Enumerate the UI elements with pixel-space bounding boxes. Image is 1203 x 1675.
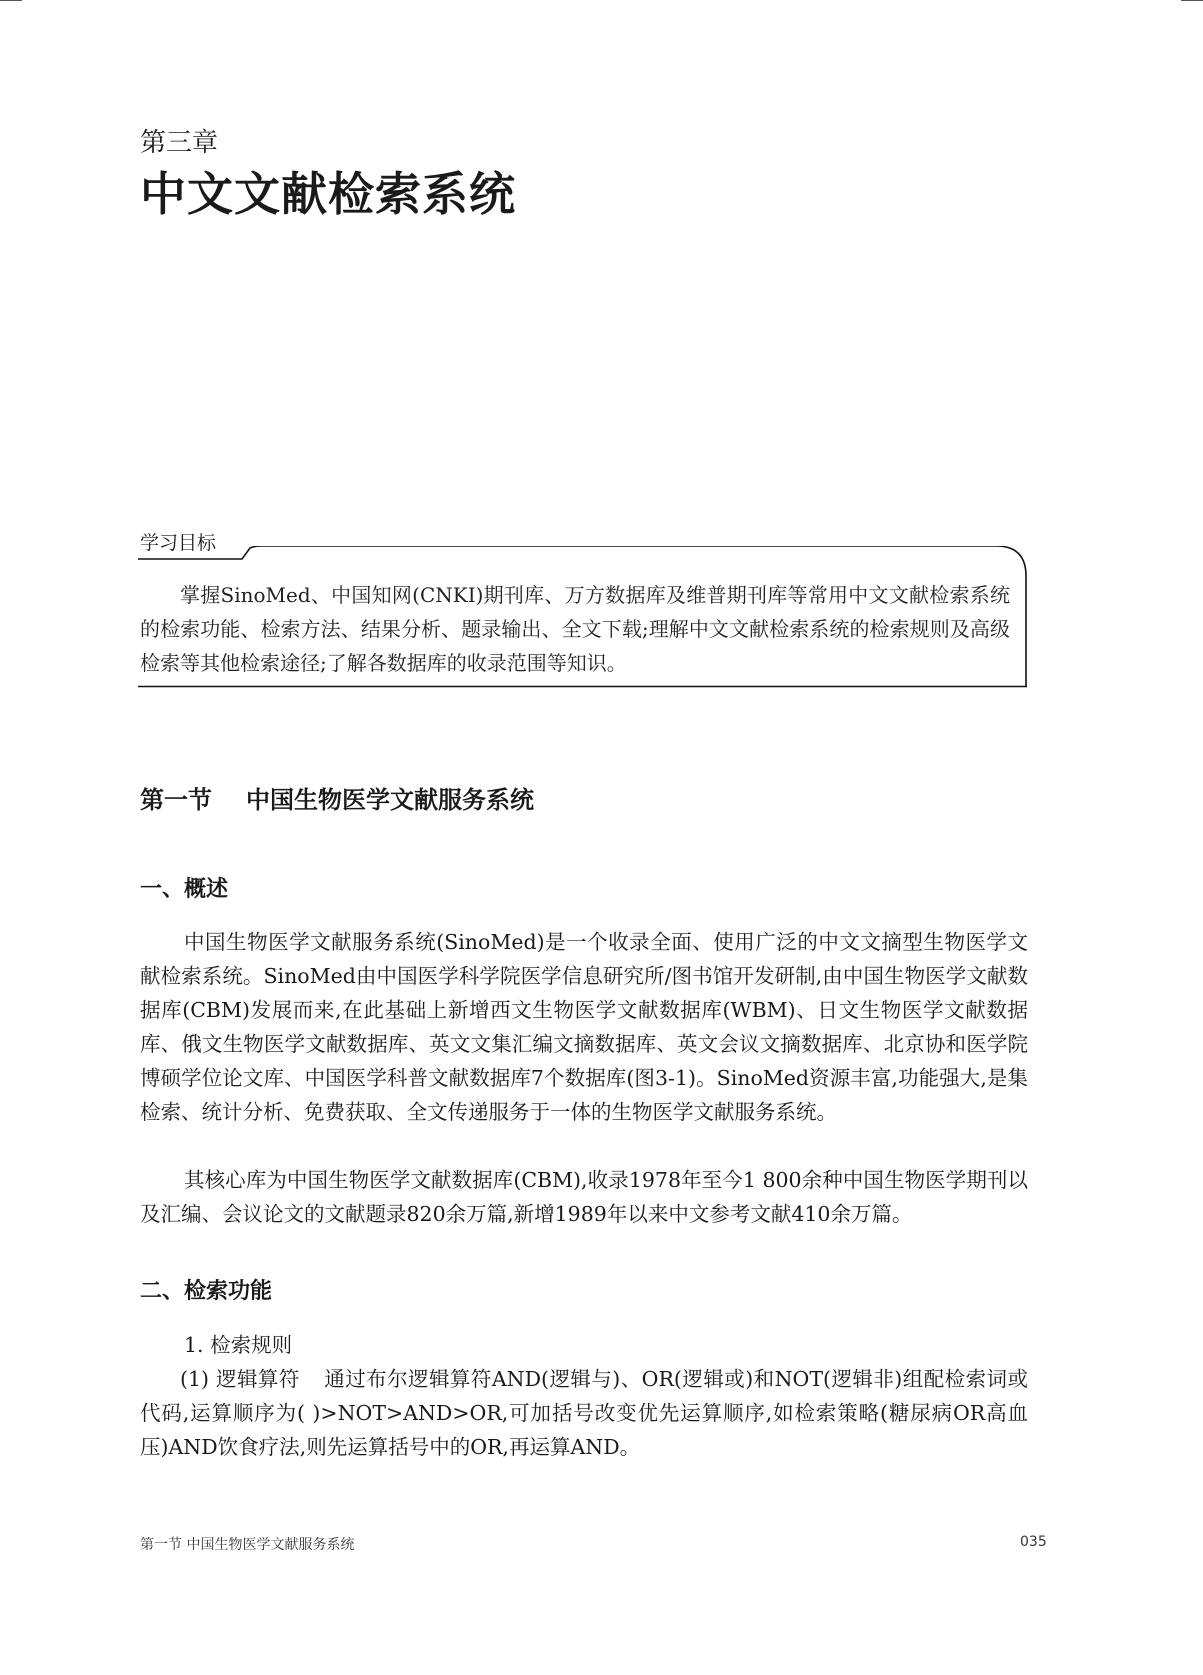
logic-operator-label: (1) 逻辑算符 <box>180 1367 300 1391</box>
crop-mark-left <box>0 0 22 1</box>
section-heading <box>140 780 534 815</box>
page-number: 035 <box>1020 1534 1047 1550</box>
chapter-title: 中文文献检索系统 <box>140 167 516 221</box>
search-rules-title: 1. 检索规则 <box>184 1333 293 1357</box>
section-title: 中国生物医学文献服务系统 <box>246 785 534 814</box>
overview-paragraph-1: 中国生物医学文献服务系统(SinoMed)是一个收录全面、使用广泛的中文文摘型生物医学文献检索系统。SinoMed由中国医学科学院医学信息研究所/图书馆开发研制,由中国生物医学文献数据库(CBM)发展而来,在此基础上新增西文生物医学文献数据库(WBM)、日文生物医学文献数据库、俄文生物医学文献数据库、英文文集汇编文摘数据库、英文会议文摘数据库、北京协和医学院博硕学位论文库、中国医学科普文献数据库7个数据库(图3-1)。SinoMed资源丰富,功能强大,是集检索、统计分析、免费获取、全文传递服务于一体的生物医学文献服务系统。 <box>140 930 1028 1124</box>
overview-paragraph-2: 其核心库为中国生物医学文献数据库(CBM),收录1978年至今1 800余种中国生物医学期刊以及汇编、会议论文的文献题录820余万篇,新增1989年以来中文参考文献410余万篇。 <box>140 1168 1028 1226</box>
objectives-tab-label: 学习目标 <box>140 532 217 554</box>
search-function-heading: 二、检索功能 <box>140 1278 273 1304</box>
crop-mark-right <box>1181 0 1203 1</box>
section-number: 第一节 <box>140 785 212 814</box>
footer-section-text: 第一节 中国生物医学文献服务系统 <box>140 1537 355 1553</box>
logic-operator-paragraph <box>140 1362 1028 1464</box>
objectives-text: 掌握SinoMed、中国知网(CNKI)期刊库、万方数据库及维普期刊库等常用中文文献检索系统的检索功能、检索方法、结果分析、题录输出、全文下载;理解中文文献检索系统的检索规则及高级检索等其他检索途径;了解各数据库的收录范围等知识。 <box>140 583 1010 675</box>
overview-heading: 一、概述 <box>140 876 229 902</box>
logic-operator-text: 通过布尔逻辑算符AND(逻辑与)、OR(逻辑或)和NOT(逻辑非)组配检索词或代码,运算顺序为( )>NOT>AND>OR,可加括号改变优先运算顺序,如检索策略(糖尿病OR高血压)AND饮食疗法,则先运算括号中的OR,再运算AND。 <box>140 1367 1028 1459</box>
chapter-label: 第三章 <box>140 128 219 158</box>
